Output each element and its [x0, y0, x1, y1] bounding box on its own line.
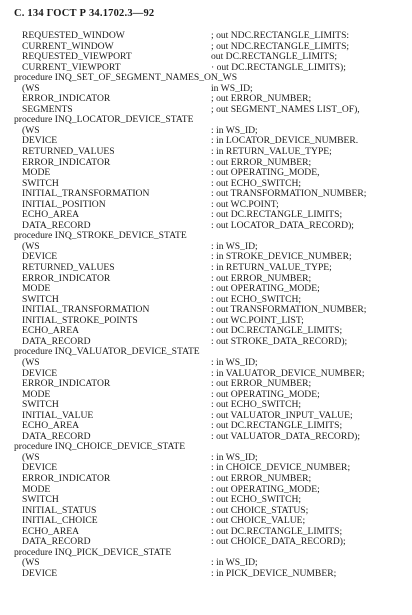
parameter-name: REQUESTED_VIEWPORT	[22, 51, 132, 63]
parameter-name: RETURNED_VALUES	[22, 262, 115, 274]
parameter-type: : out ECHO_SWITCH;	[211, 399, 302, 411]
parameter-name: ERROR_INDICATOR	[22, 472, 111, 484]
parameter-name: MODE	[22, 483, 51, 495]
parameter-type: : in RETURN_VALUE_TYPE;	[211, 262, 332, 274]
parameter-name: (WS	[22, 124, 40, 136]
parameter-type: : out OPERATING_MODE;	[211, 388, 320, 400]
parameter-name: ECHO_AREA	[22, 209, 80, 221]
parameter-type: : in WS_ID;	[211, 124, 258, 136]
procedure-signature: procedure INQ_STROKE_DEVICE_STATE	[14, 230, 187, 242]
procedure-signature: procedure INQ_CHOICE_DEVICE_STATE	[14, 441, 186, 453]
parameter-name: SWITCH	[22, 177, 59, 189]
parameter-type: : in RETURN_VALUE_TYPE;	[211, 146, 332, 158]
parameter-line	[14, 274, 404, 285]
procedure-signature: procedure INQ_PICK_DEVICE_STATE	[14, 546, 172, 558]
parameter-name: ERROR_INDICATOR	[22, 156, 111, 168]
parameter-name: ERROR_INDICATOR	[22, 378, 111, 390]
procedure-line	[14, 73, 404, 84]
parameter-type: : out CHOICE_DATA_RECORD);	[211, 536, 346, 548]
parameter-name: INITIAL_VALUE	[22, 409, 94, 421]
parameter-type: : in STROKE_DEVICE_NUMBER;	[211, 251, 352, 263]
parameter-type: : in WS_ID;	[211, 240, 258, 252]
parameter-name: SWITCH	[22, 399, 59, 411]
parameter-name: DEVICE	[22, 567, 58, 579]
parameter-type: ; out NDC.RECTANGLE_LIMITS:	[211, 30, 350, 41]
parameter-line	[14, 168, 404, 179]
parameter-type: · out DC.RECTANGLE_LIMITS);	[211, 61, 346, 73]
parameter-type: : out DC.RECTANGLE_LIMITS;	[211, 420, 343, 432]
parameter-name: RETURNED_VALUES	[22, 146, 115, 158]
parameter-name: DATA_RECORD	[22, 335, 91, 347]
page-header: С. 134 ГОСТ Р 34.1702.3—92	[14, 8, 155, 19]
parameter-type: : out DC.RECTANGLE_LIMITS;	[211, 209, 343, 221]
parameter-name: REQUESTED_WINDOW	[22, 30, 125, 41]
parameter-line	[14, 358, 404, 369]
parameter-type: : out CHOICE_VALUE;	[211, 515, 306, 527]
procedure-line	[14, 231, 404, 242]
parameter-name: INITIAL_CHOICE	[22, 515, 98, 527]
parameter-type: : out ECHO_SWITCH;	[211, 494, 302, 506]
parameter-type: : in VALUATOR_DEVICE_NUMBER;	[211, 367, 365, 379]
parameter-type: : out ECHO_SWITCH;	[211, 177, 302, 189]
procedure-signature: procedure INQ_LOCATOR_DEVICE_STATE	[14, 114, 194, 126]
parameter-name: ECHO_AREA	[22, 420, 80, 432]
procedure-line	[14, 347, 404, 358]
parameter-type: : out OPERATING_MODE;	[211, 483, 320, 495]
procedure-signature: procedure INQ_SET_OF_SEGMENT_NAMES_ON_WS	[14, 72, 238, 84]
parameter-type: ; out SEGMENT_NAMES LIST_OF),	[211, 103, 360, 115]
parameter-name: CURRENT_VIEWPORT	[22, 61, 121, 73]
parameter-type: : out VALUATOR_DATA_RECORD);	[211, 430, 361, 442]
parameter-name: SWITCH	[22, 494, 59, 506]
parameter-type: : in LOCATOR_DEVICE_NUMBER.	[211, 135, 359, 147]
parameter-type: : in WS_ID;	[211, 356, 258, 368]
parameter-line	[14, 485, 404, 496]
parameter-name: ERROR_INDICATOR	[22, 93, 111, 105]
parameter-name: ECHO_AREA	[22, 325, 80, 337]
parameter-type: : out DC.RECTANGLE_LIMITS;	[211, 525, 343, 537]
parameter-type: : out ERROR_NUMBER;	[211, 156, 312, 168]
parameter-line	[14, 474, 404, 485]
parameter-line	[14, 569, 404, 580]
parameter-line	[14, 31, 404, 42]
parameter-name: INITIAL_TRANSFORMATION	[22, 304, 150, 316]
parameter-name: DEVICE	[22, 367, 58, 379]
parameter-name: MODE	[22, 283, 51, 295]
parameter-type: : out ERROR_NUMBER;	[211, 272, 312, 284]
parameter-type: : out ERROR_NUMBER;	[211, 472, 312, 484]
procedure-line	[14, 548, 404, 559]
parameter-line	[14, 263, 404, 274]
parameter-name: CURRENT_WINDOW	[22, 40, 114, 52]
parameter-type: : in PICK_DEVICE_NUMBER;	[211, 567, 337, 579]
parameter-line	[14, 284, 404, 295]
parameter-name: INITIAL_STROKE_POINTS	[22, 314, 138, 326]
procedure-signature: procedure INQ_VALUATOR_DEVICE_STATE	[14, 346, 200, 358]
parameter-name: INITIAL_POSITION	[22, 198, 106, 210]
parameter-type: : in CHOICE_DEVICE_NUMBER;	[211, 462, 351, 474]
parameter-type: : out WC.POINT;	[211, 198, 279, 210]
parameter-name: ERROR_INDICATOR	[22, 272, 111, 284]
parameter-name: (WS	[22, 82, 40, 94]
parameter-type: ; out ERROR_NUMBER;	[211, 93, 312, 105]
parameter-type: : out ECHO_SWITCH;	[211, 293, 302, 305]
parameter-line	[14, 379, 404, 390]
parameter-name: (WS	[22, 356, 40, 368]
parameter-name: INITIAL_TRANSFORMATION	[22, 188, 150, 200]
parameter-name: DEVICE	[22, 251, 58, 263]
code-listing	[14, 31, 404, 579]
parameter-type: : in WS_ID;	[211, 557, 258, 569]
parameter-name: INITIAL_STATUS	[22, 504, 97, 516]
parameter-line	[14, 158, 404, 169]
parameter-type: : in WS_ID;	[211, 451, 258, 463]
parameter-type: : out ERROR_NUMBER;	[211, 378, 312, 390]
parameter-name: DEVICE	[22, 462, 58, 474]
parameter-type: : out LOCATOR_DATA_RECORD);	[211, 219, 354, 231]
parameter-line	[14, 558, 404, 569]
parameter-type: : out TRANSFORMATION_NUMBER;	[211, 188, 367, 200]
parameter-name: MODE	[22, 167, 51, 179]
parameter-type: : out CHOICE_STATUS;	[211, 504, 309, 516]
parameter-name: DEVICE	[22, 135, 58, 147]
parameter-type: in WS_ID;	[211, 82, 253, 94]
parameter-name: MODE	[22, 388, 51, 400]
parameter-line	[14, 390, 404, 401]
parameter-name: ECHO_AREA	[22, 525, 80, 537]
parameter-name: DATA_RECORD	[22, 219, 91, 231]
parameter-type: : out VALUATOR_INPUT_VALUE;	[211, 409, 353, 421]
parameter-type: : out STROKE_DATA_RECORD);	[211, 335, 348, 347]
parameter-name: SWITCH	[22, 293, 59, 305]
procedure-line	[14, 442, 404, 453]
procedure-line	[14, 115, 404, 126]
parameter-name: DATA_RECORD	[22, 430, 91, 442]
parameter-line	[14, 147, 404, 158]
parameter-name: DATA_RECORD	[22, 536, 91, 548]
parameter-type: : out OPERATING_MODE;	[211, 283, 320, 295]
parameter-name: SEGMENTS	[22, 103, 73, 115]
parameter-type: : out DC.RECTANGLE_LIMITS;	[211, 325, 343, 337]
parameter-type: out DC.RECTANGLE_LIMITS;	[211, 51, 338, 63]
parameter-name: (WS	[22, 557, 40, 569]
parameter-name: (WS	[22, 451, 40, 463]
parameter-type: ; out NDC.RECTANGLE_LIMITS;	[211, 40, 350, 52]
parameter-type: : out WC.POINT_LIST;	[211, 314, 304, 326]
parameter-type: : out OPERATING_MODE,	[211, 167, 320, 179]
parameter-name: (WS	[22, 240, 40, 252]
parameter-type: : out TRANSFORMATION_NUMBER;	[211, 304, 367, 316]
